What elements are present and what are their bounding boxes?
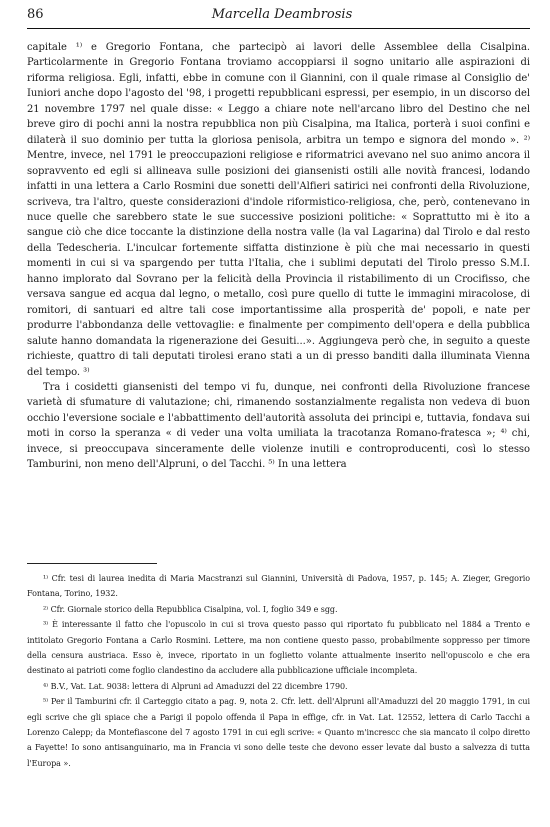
running-head: Marcella Deambrosis bbox=[211, 7, 353, 22]
page-number: 86 bbox=[27, 7, 44, 22]
paragraph: capitale ¹⁾ e Gregorio Fontana, che partecipò ai lavori delle Assemblee della Cisalpina. Particolarmente in Gregorio Fontana troviamo accoppiarsi il sogno unitario alle aspirazioni di riforma religiosa. Egli, infatti, ebbe in comune con il Giannini, con il quale rimase al Consiglio de' Iuniori anche dopo l'agosto del '98, i progetti repubblicani espressi, per esempio, in un discorso del 21 novembre 1797 nel quale disse: « Leggo a chiare note nell'arcano libro del Destino che nel breve giro di pochi anni la nostra repubblica non più Cisalpina, ma Italica, porterà i suoi confini e dilaterà il suo dominio per tutta la gloriosa penisola, arbitra un tempo e signora del mondo ». ²⁾ Mentre, invece, nel 1791 le preoccupazioni religiose e riformatrici avevano nel suo animo ancora il sopravvento ed egli si allineava sulle posizioni dei giansenisti ostili alle novità francesi, lodando infatti in una lettera a Carlo Rosmini due sonetti dell'Alfieri satirici nei confronti della Rivoluzione, scriveva, tra l'altro, queste considerazioni d'indole riformistico-religiosa, che, però, contenevano in nuce quelle che sarebbero state le sue successive posizioni politiche: « Soprattutto mi è ito a sangue ciò che dice toccante la distinzione della nostra valle (la val Lagarina) dal Tirolo e dal resto della Tedescheria. L'inculcar fortemente siffatta distinzione è più che mai necessario in questi momenti in cui si va spargendo per tutta l'Italia, che i sublimi deputati del Tirolo presso S.M.I. hanno implorato dal Sovrano per la felicità della Provincia il ristabilimento di un Crocifisso, che versava sangue ed acqua dal legno, o metallo, così pure quello di tutte le immagini miracolose, di romitori, di santuari ed altre tali cose importantissime alla prosperità de' popoli, e nate per produrre l'abbondanza delle vettovaglie: e finalmente per compimento dell'opera e della pubblica salute hanno domandata la rigenerazione dei Gesuiti...». Aggiungeva però che, in seguito a queste richieste, quattro di tali deputati tirolesi erano stati a un di presso banditi dalla illuminata Vienna del tempo. ³⁾ bbox=[27, 42, 530, 378]
header-rule bbox=[27, 28, 530, 29]
footnote: ³⁾ È interessante il fatto che l'opuscolo in cui si trova questo passo qui riportato fu pubblicato nel 1884 a Trento e intitolato Gregorio Fontana a Carlo Rosmini. Lettere, ma non contiene questo passo, probabilmente soppresso per timore della censura austriaca. Esso è, invece, riportato in un foglietto volante attualmente inserito nell'opuscolo e che era destinato ai patrioti come foglio clandestino da accludere alla pubblicazione ufficiale incompleta. bbox=[27, 620, 530, 676]
footnote: ²⁾ Cfr. Giornale storico della Repubblica Cisalpina, vol. I, foglio 349 e sgg. bbox=[43, 604, 338, 614]
page-header bbox=[27, 7, 537, 29]
footnote: ⁵⁾ Per il Tamburini cfr. il Carteggio citato a pag. 9, nota 2. Cfr. lett. dell'Alpruni all'Amaduzzi del 20 maggio 1791, in cui egli scrive che gli spiace che a Parigi il popolo offenda il Papa in effige, cfr. in Vat. Lat. 12552, lettera di Carlo Tacchi a Lorenzo Calepp; da Montefiascone del 7 agosto 1791 in cui egli scrive: « Quanto m'increscc che sia mancato il colpo diretto a Fayette! Io sono antisanguinario, ma in Francia vi sono delle teste che devono esser levate dal busto a salvezza di tutta l'Europa ». bbox=[27, 697, 530, 768]
footnote-separator bbox=[27, 563, 157, 564]
footnote: ¹⁾ Cfr. tesi di laurea inedita di Maria Macstranzi sul Giannini, Università di Padova, 1957, p. 145; A. Zieger, Gregorio Fontana, Torino, 1932. bbox=[27, 574, 530, 599]
footnotes bbox=[27, 571, 530, 771]
footnote: ⁴⁾ B.V., Vat. Lat. 9038: lettera di Alpruni ad Amaduzzi del 22 dicembre 1790. bbox=[43, 681, 348, 691]
body-text bbox=[27, 40, 530, 473]
paragraph: Tra i cosidetti giansenisti del tempo vi fu, dunque, nei confronti della Rivoluzione francese varietà di sfumature di valutazione; chi, rimanendo sostanzialmente regalista non vedeva di buon occhio l'eversione sociale e l'abbattimento dell'autorità assoluta dei principi e, tuttavia, fondava sui moti in corso la speranza « di veder una volta umiliata la tracotanza Romano-fratesca »; ⁴⁾ chi, invece, si preoccupava sinceramente delle violenze inutili e controproducenti, così lo stesso Tamburini, non meno dell'Alpruni, o del Tacchi. ⁵⁾ In una lettera bbox=[27, 381, 530, 471]
